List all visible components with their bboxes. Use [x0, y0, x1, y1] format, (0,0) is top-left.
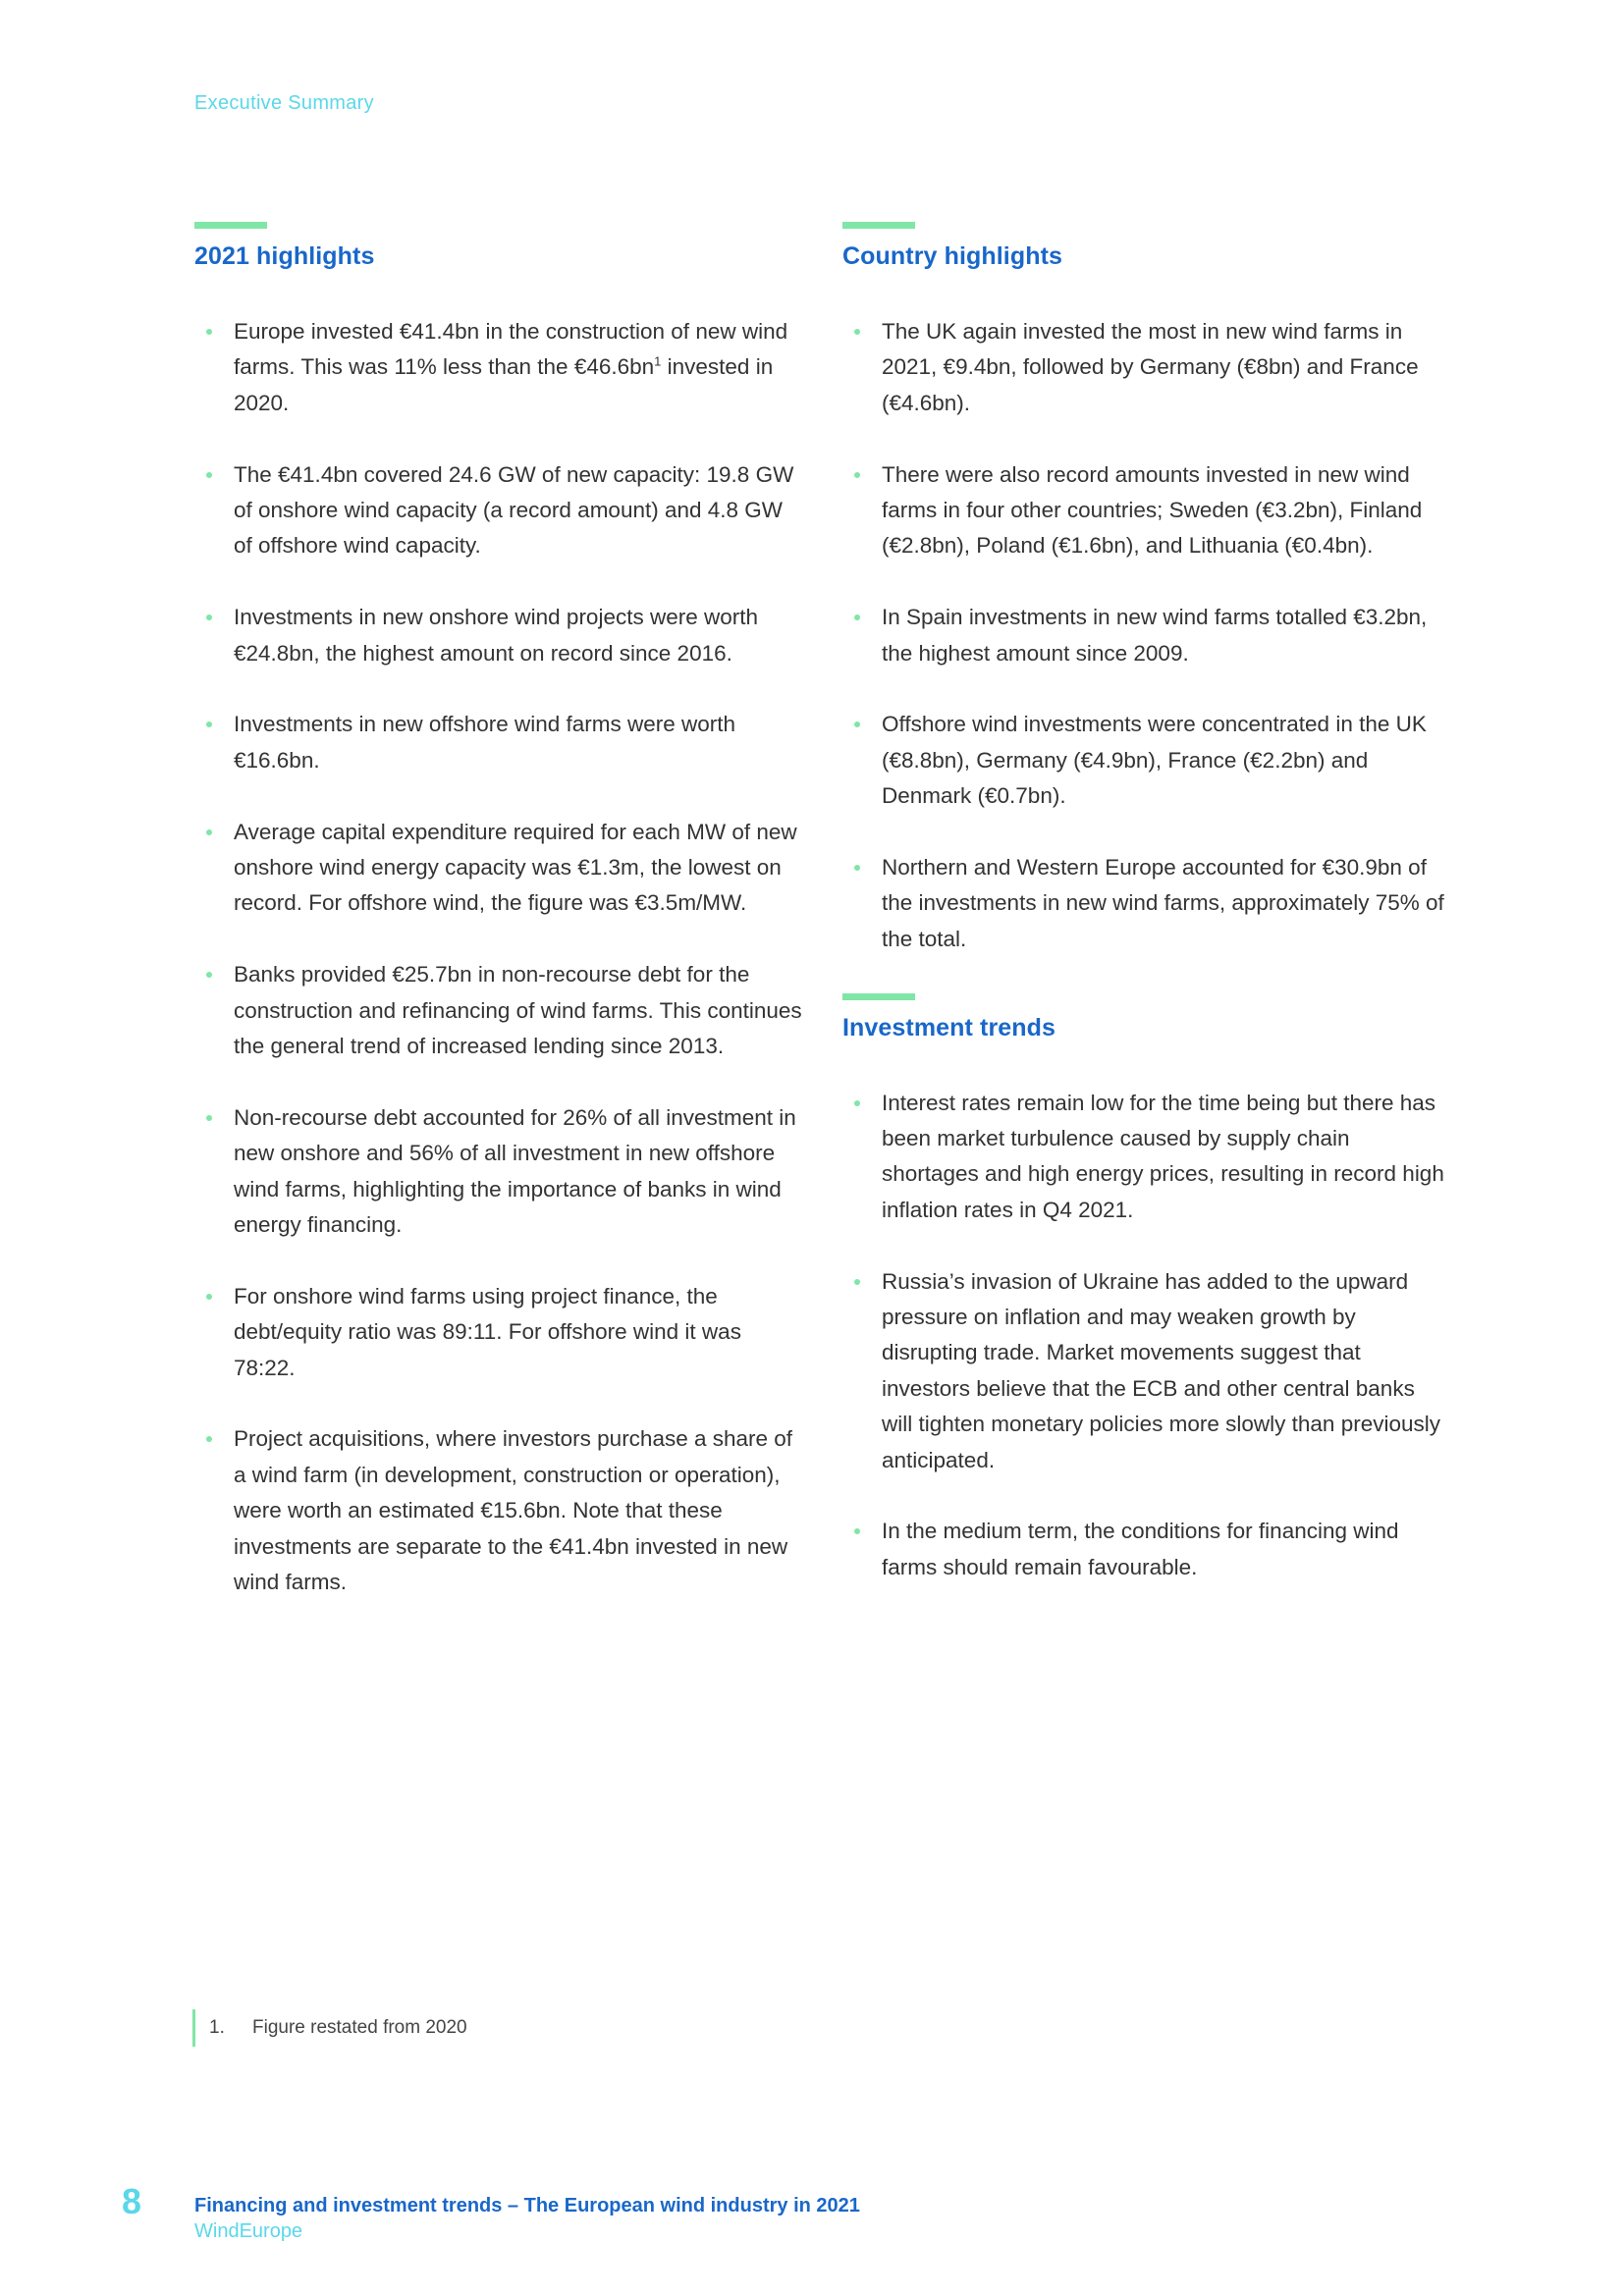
list-item: Investments in new offshore wind farms were worth €16.6bn.	[194, 707, 803, 778]
country-list	[842, 314, 1451, 957]
heading-accent-bar	[194, 222, 267, 229]
trends-heading: Investment trends	[842, 1013, 1056, 1041]
highlights-list	[194, 314, 803, 1601]
list-item: Project acquisitions, where investors purchase a share of a wind farm (in development, construction or operation), were worth an estimated €15.6bn. Note that these investments are separate to the €41.4bn invested in new wind farms.	[194, 1421, 803, 1600]
footnote-text: Figure restated from 2020	[252, 2017, 467, 2038]
highlights-heading: 2021 highlights	[194, 242, 375, 270]
list-item-text: Europe invested €41.4bn in the construction of new wind farms. This was 11% less than the €46.6bn	[234, 319, 788, 380]
trends-list	[842, 1086, 1451, 1586]
heading-accent-bar	[842, 993, 915, 1000]
footnote-ref: 1	[654, 353, 662, 369]
list-item: Average capital expenditure required for each MW of new onshore wind energy capacity was €1.3m, the lowest on record. For offshore wind, the figure was €3.5m/MW.	[194, 815, 803, 922]
section-label: Executive Summary	[194, 92, 374, 114]
country-column	[842, 222, 1451, 1622]
highlights-column	[194, 222, 803, 1636]
list-item: Interest rates remain low for the time being but there has been market turbulence caused by supply chain shortages and high energy prices, resulting in record high inflation rates in Q4 2021.	[842, 1086, 1451, 1229]
list-item: The €41.4bn covered 24.6 GW of new capacity: 19.8 GW of onshore wind capacity (a record amount) and 4.8 GW of offshore wind capacity.	[194, 457, 803, 564]
list-item: Banks provided €25.7bn in non-recourse debt for the construction and refinancing of wind farms. This continues the general trend of increased lending since 2013.	[194, 957, 803, 1064]
list-item: In the medium term, the conditions for financing wind farms should remain favourable.	[842, 1514, 1451, 1585]
footer-title: Financing and investment trends – The European wind industry in 2021	[194, 2195, 860, 2216]
list-item: Russia’s invasion of Ukraine has added to the upward pressure on inflation and may weaken growth by disrupting trade. Market movements suggest that investors believe that the ECB and other central banks will tighten monetary policies more slowly than previously anticipated.	[842, 1264, 1451, 1478]
list-item	[194, 314, 803, 421]
list-item: Non-recourse debt accounted for 26% of all investment in new onshore and 56% of all investment in new offshore wind farms, highlighting the importance of banks in wind energy financing.	[194, 1100, 803, 1244]
footer-org: WindEurope	[194, 2220, 303, 2242]
page-number: 8	[122, 2181, 142, 2221]
list-item: Investments in new onshore wind projects were worth €24.8bn, the highest amount on record since 2016.	[194, 600, 803, 671]
footnote-number: 1.	[209, 2017, 225, 2038]
list-item-text-tail: invested in 2020.	[234, 354, 774, 415]
list-item: Offshore wind investments were concentrated in the UK (€8.8bn), Germany (€4.9bn), France (€2.2bn) and Denmark (€0.7bn).	[842, 707, 1451, 814]
footnote	[192, 2009, 467, 2047]
list-item: In Spain investments in new wind farms totalled €3.2bn, the highest amount since 2009.	[842, 600, 1451, 671]
list-item: Northern and Western Europe accounted for €30.9bn of the investments in new wind farms, approximately 75% of the total.	[842, 850, 1451, 957]
country-heading: Country highlights	[842, 242, 1062, 270]
heading-accent-bar	[842, 222, 915, 229]
list-item: There were also record amounts invested in new wind farms in four other countries; Sweden (€3.2bn), Finland (€2.8bn), Poland (€1.6bn), and Lithuania (€0.4bn).	[842, 457, 1451, 564]
list-item: For onshore wind farms using project finance, the debt/equity ratio was 89:11. For offshore wind it was 78:22.	[194, 1279, 803, 1386]
trends-section	[842, 993, 1451, 1586]
list-item: The UK again invested the most in new wind farms in 2021, €9.4bn, followed by Germany (€8bn) and France (€4.6bn).	[842, 314, 1451, 421]
